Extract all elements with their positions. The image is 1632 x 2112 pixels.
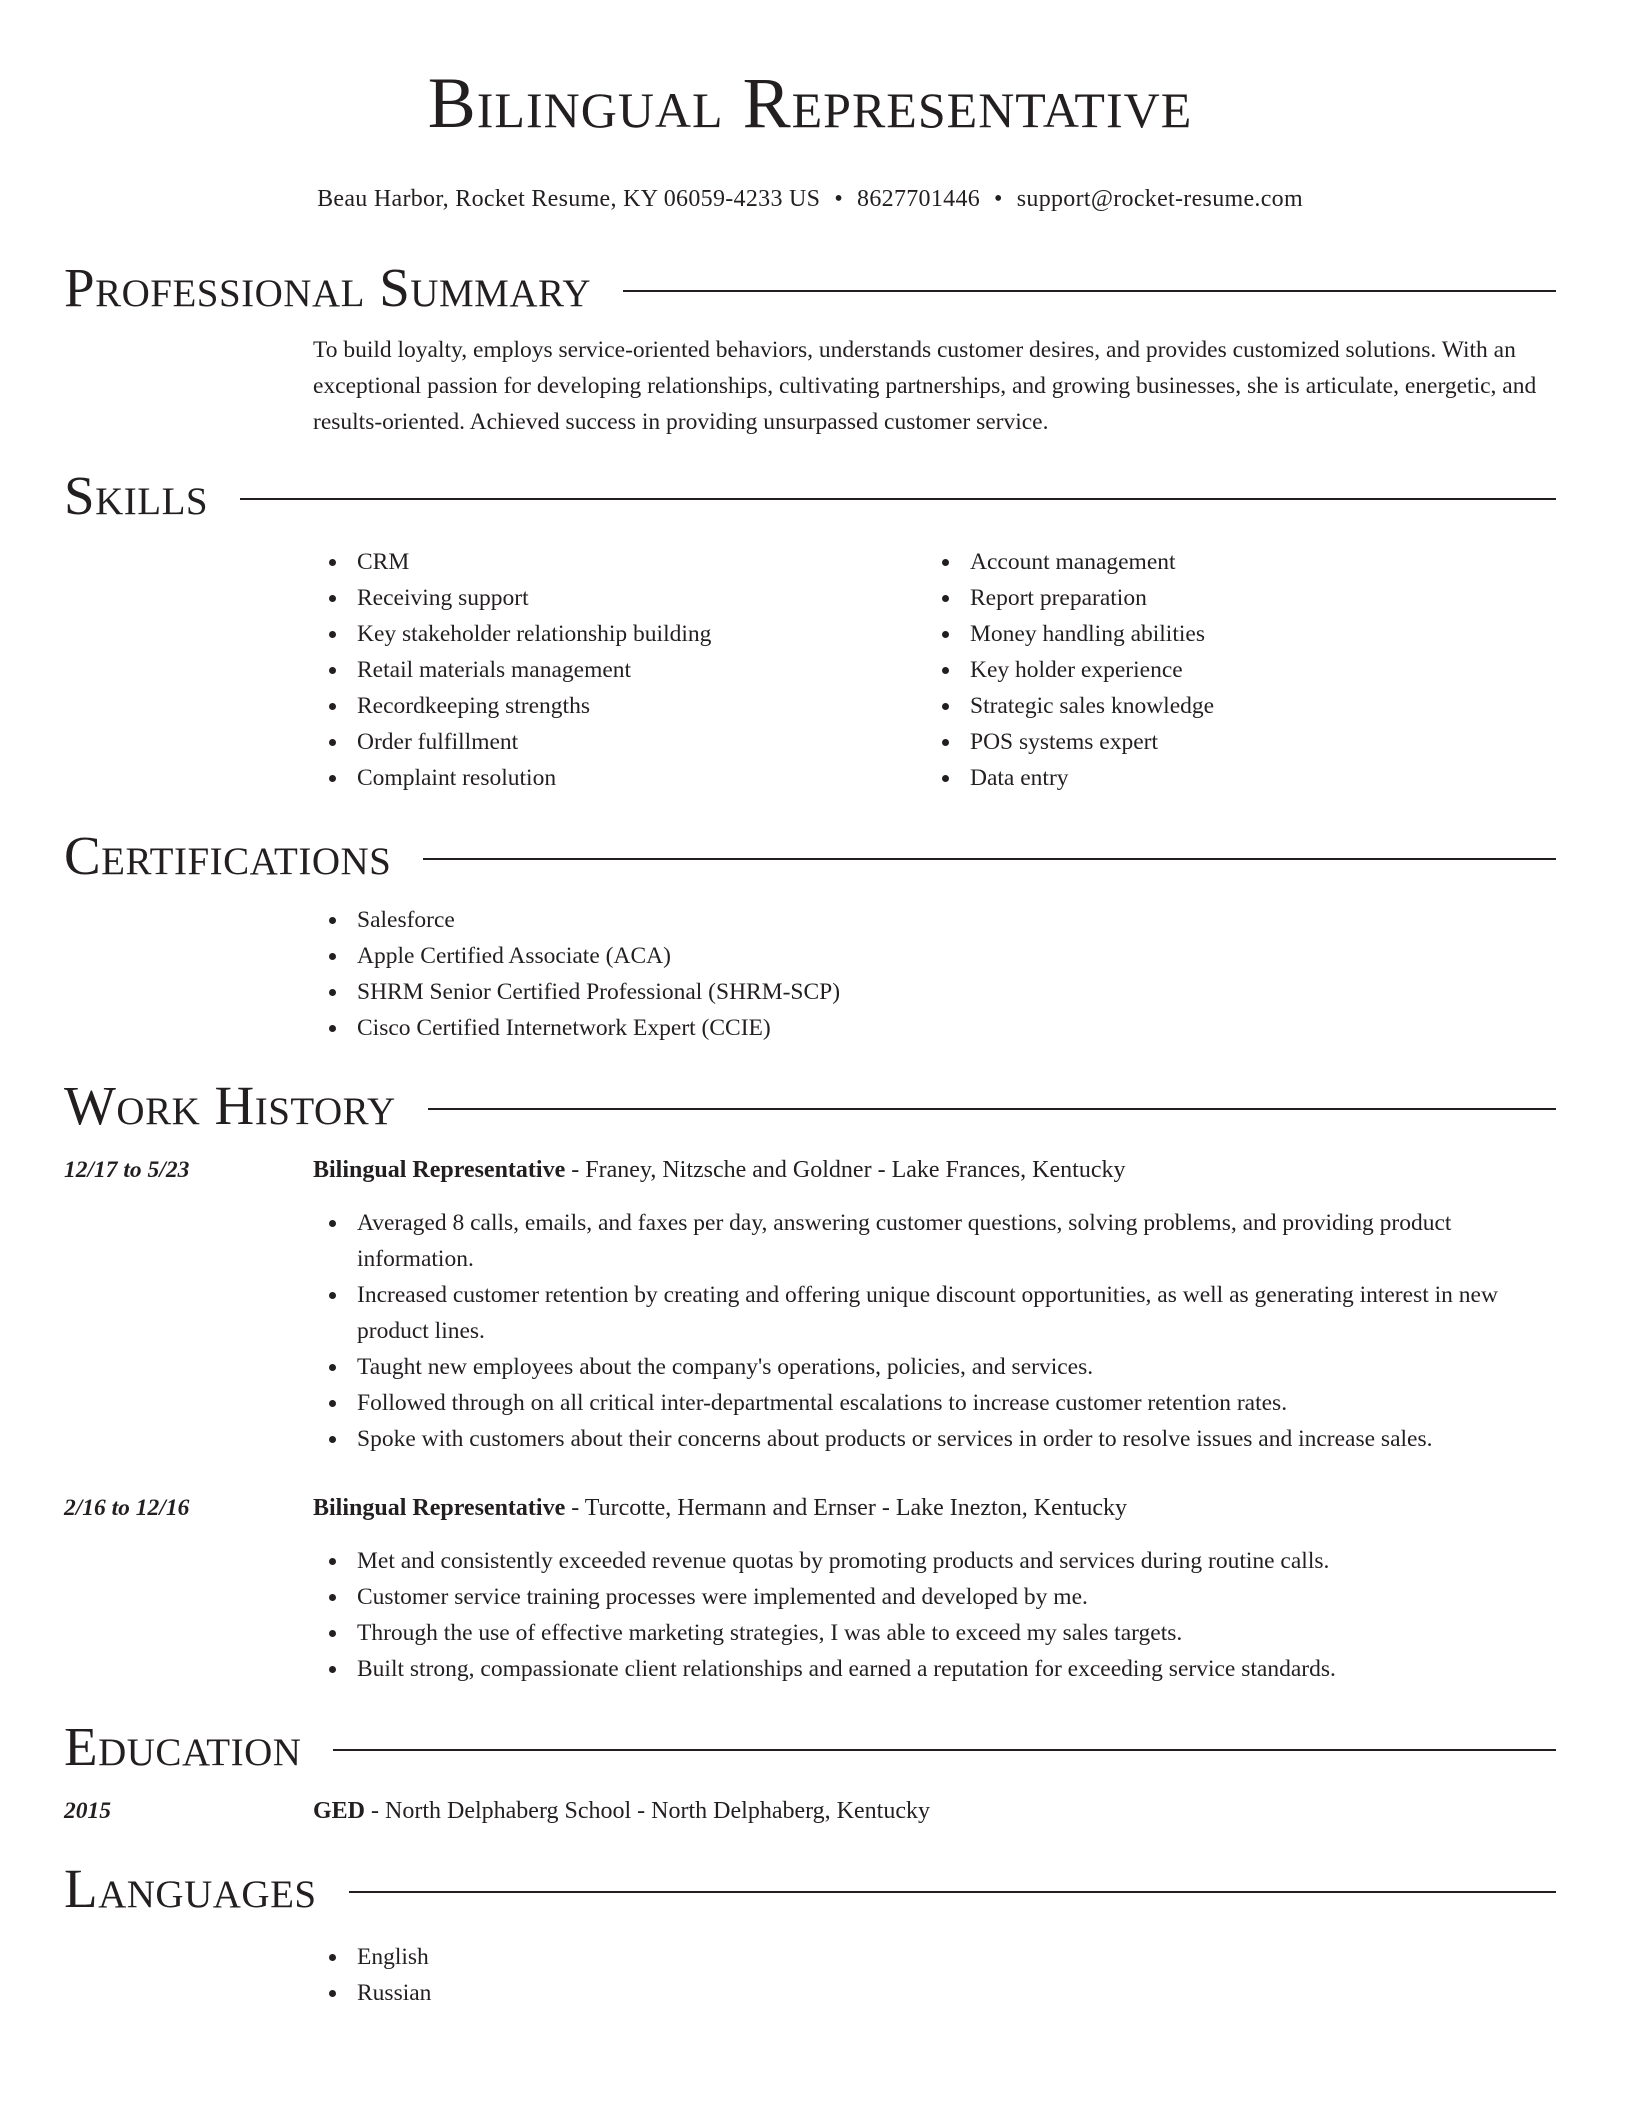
section-title: Professional Summary [64,257,592,318]
certifications-section [64,826,1556,1046]
education-heading [64,1717,1556,1777]
education-heading-line [313,1793,930,1829]
section-title: Education [64,1716,302,1777]
section-rule [423,858,1556,860]
summary-text: To build loyalty, employs service-oriented behaviors, understands customer desires, and provides customized solutions. With an exceptional passion for developing relationships, cultivating partnerships, and growing businesses, she is articulate, energetic, and results-oriented. Achieved success in providing unsurpassed customer service. [313,337,1537,435]
education-year: 2015 [64,1798,111,1824]
contact-separator: • [834,186,844,212]
job-bullets [313,1543,1556,1687]
skill-item: Order fulfillment [313,724,926,760]
job-bullet: Followed through on all critical inter-departmental escalations to increase customer retention rates. [313,1385,1556,1421]
languages-heading [64,1859,1556,1919]
job-header [64,1490,1556,1526]
section-rule [240,498,1556,500]
skills-section [64,466,1556,796]
languages-section [64,1859,1556,2011]
skill-item: Recordkeeping strengths [313,688,926,724]
contact-phone: 8627701446 [857,186,981,212]
job-dates: 12/17 to 5/23 [64,1157,190,1183]
job-details: - Franey, Nitzsche and Goldner - Lake Frances, Kentucky [565,1157,1126,1183]
skill-item: POS systems expert [926,724,1539,760]
work-history-heading [64,1076,1556,1136]
job-title: Bilingual Representative [313,1495,566,1521]
languages-list [313,1939,1556,2011]
job-bullet: Through the use of effective marketing strategies, I was able to exceed my sales targets. [313,1615,1556,1651]
job-bullet: Built strong, compassionate client relationships and earned a reputation for exceeding service standards. [313,1651,1556,1687]
contact-address: Beau Harbor, Rocket Resume, KY 06059-4233 US [317,186,821,212]
language-item: Russian [313,1975,1556,2011]
summary-heading [64,258,1556,318]
education-degree: GED [313,1798,366,1824]
job-bullet: Averaged 8 calls, emails, and faxes per day, answering customer questions, solving problems, and providing product information. [313,1205,1556,1277]
job-bullet: Spoke with customers about their concerns about products or services in order to resolve issues and increase sales. [313,1421,1556,1457]
language-item: English [313,1939,1556,1975]
job-bullet: Increased customer retention by creating and offering unique discount opportunities, as well as generating interest in new product lines. [313,1277,1556,1349]
skills-heading [64,466,1556,526]
contact-email: support@rocket-resume.com [1016,186,1303,212]
job-heading [313,1490,1127,1526]
skill-item: Complaint resolution [313,760,926,796]
section-title: Work History [64,1075,396,1136]
job-bullet-list [313,1543,1556,1687]
job-entry [64,1490,1556,1687]
education-entry [64,1793,1556,1829]
section-rule [333,1749,1556,1751]
certifications-list [313,902,1556,1046]
job-entry [64,1152,1556,1457]
skill-item: Strategic sales knowledge [926,688,1539,724]
skill-item: CRM [313,544,926,580]
skills-list-right [926,544,1539,796]
job-title: Bilingual Representative [313,1157,566,1183]
certification-item: SHRM Senior Certified Professional (SHRM-SCP) [313,974,1556,1010]
resume-page [64,0,1556,2011]
skills-columns [313,544,1556,796]
job-heading [313,1152,1125,1188]
skill-item: Key holder experience [926,652,1539,688]
job-header [64,1152,1556,1188]
certifications-heading [64,826,1556,886]
summary-section [64,258,1556,440]
section-title: Skills [64,465,209,526]
section-rule [428,1108,1556,1110]
section-rule [623,290,1556,292]
section-rule [349,1891,1556,1893]
education-details: - North Delphaberg School - North Delphaberg, Kentucky [365,1798,930,1824]
contact-separator: • [994,186,1003,212]
section-title: Languages [64,1858,317,1919]
skill-item: Key stakeholder relationship building [313,616,926,652]
contact-line [64,184,1556,214]
languages-content [313,1939,1556,2011]
certification-item: Cisco Certified Internetwork Expert (CCIE) [313,1010,1556,1046]
skill-item: Report preparation [926,580,1539,616]
section-title: Certifications [64,825,392,886]
skill-item: Money handling abilities [926,616,1539,652]
education-section [64,1717,1556,1829]
certification-item: Apple Certified Associate (ACA) [313,938,1556,974]
resume-name: Bilingual Representative [427,63,1193,143]
certification-item: Salesforce [313,902,1556,938]
job-bullet-list [313,1205,1556,1457]
skills-list-left [313,544,926,796]
work-history-section [64,1076,1556,1687]
skill-item: Receiving support [313,580,926,616]
job-bullet: Met and consistently exceeded revenue quotas by promoting products and services during routine calls. [313,1543,1556,1579]
certifications-content [313,902,1556,1046]
skill-item: Data entry [926,760,1539,796]
job-bullet: Taught new employees about the company's operations, policies, and services. [313,1349,1556,1385]
skill-item: Retail materials management [313,652,926,688]
job-bullets [313,1205,1556,1457]
job-bullet: Customer service training processes were implemented and developed by me. [313,1579,1556,1615]
job-dates: 2/16 to 12/16 [64,1495,190,1521]
skill-item: Account management [926,544,1539,580]
job-details: - Turcotte, Hermann and Ernser - Lake Inezton, Kentucky [565,1495,1128,1521]
